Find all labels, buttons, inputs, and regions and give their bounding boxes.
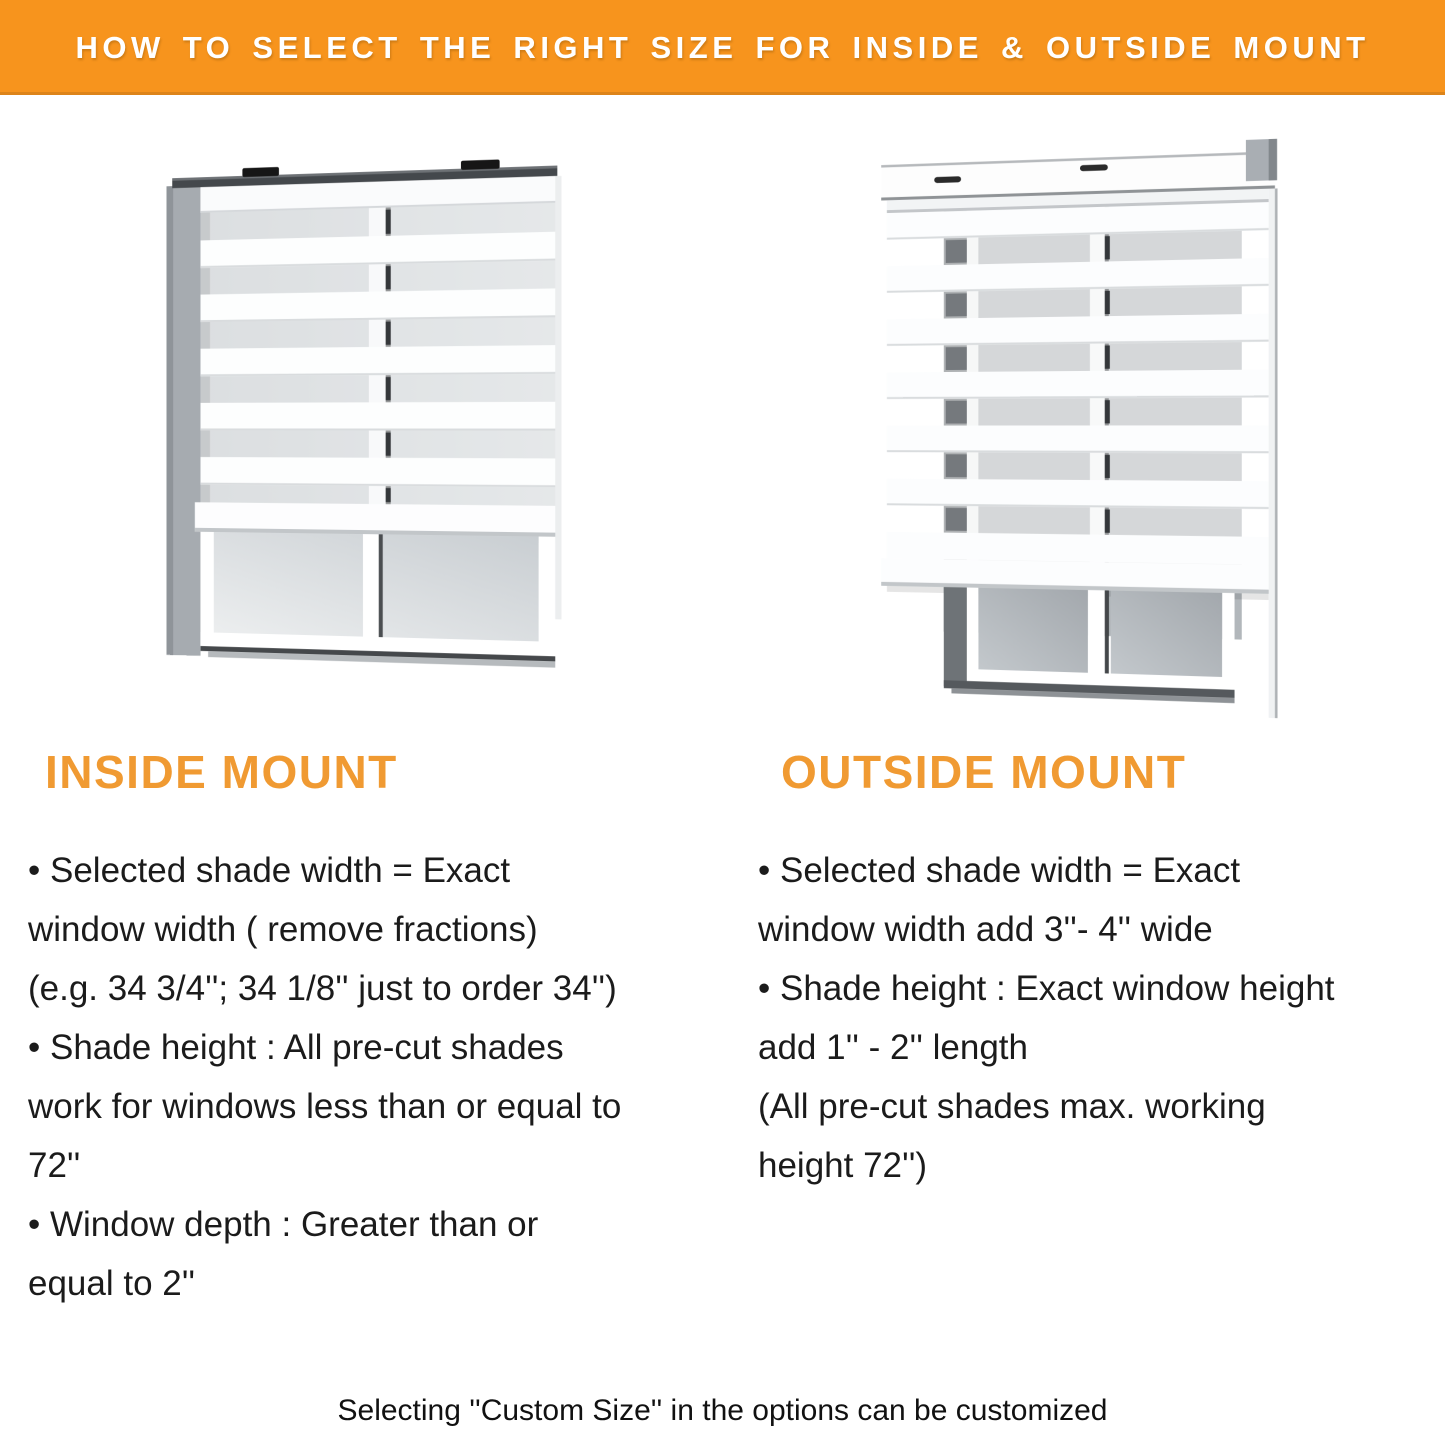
banner-title: HOW TO SELECT THE RIGHT SIZE FOR INSIDE & OUTSIDE MOUNT [75,29,1370,65]
spec-line: window width add 3''- 4'' wide [758,910,1213,949]
outside-mount-window-drawing [881,134,1290,725]
spec-line: • Window depth : Greater than or [28,1205,539,1244]
bracket-screw-slot [1080,164,1108,171]
inside-mount-heading: INSIDE MOUNT [45,746,398,798]
spec-line: • Shade height : Exact window height [758,969,1335,1008]
outside-mount-illustration [872,142,1288,717]
spec-line: • Selected shade width = Exact [28,851,511,890]
lower-window [944,587,1235,703]
outside-mount-specs [758,841,1438,1195]
window-right-edge [555,176,561,619]
window-jamb [167,185,201,656]
outside-mount-heading: OUTSIDE MOUNT [781,746,1187,798]
spec-line: (All pre-cut shades max. working [758,1087,1266,1126]
spec-line: height 72'') [758,1146,928,1185]
inside-mount-illustration [158,152,560,700]
inside-mount-specs [28,841,688,1313]
spec-line: • Selected shade width = Exact [758,851,1241,890]
spec-line: 72'' [28,1146,81,1185]
spec-line: (e.g. 34 3/4''; 34 1/8'' just to order 34'') [28,969,617,1008]
spec-line: • Shade height : All pre-cut shades [28,1028,564,1067]
inside-mount-window-drawing [167,145,562,707]
footer-note: Selecting ''Custom Size'' in the options can be customized [337,1394,1108,1427]
spec-line: work for windows less than or equal to [28,1087,622,1126]
bracket-screw-slot [934,176,961,183]
shade-side-strip [1269,188,1278,718]
banner [0,0,1445,95]
spec-line: window width ( remove fractions) [28,910,538,949]
spec-line: equal to 2'' [28,1264,196,1303]
lower-window [201,532,556,668]
spec-line: add 1'' - 2'' length [758,1028,1028,1067]
